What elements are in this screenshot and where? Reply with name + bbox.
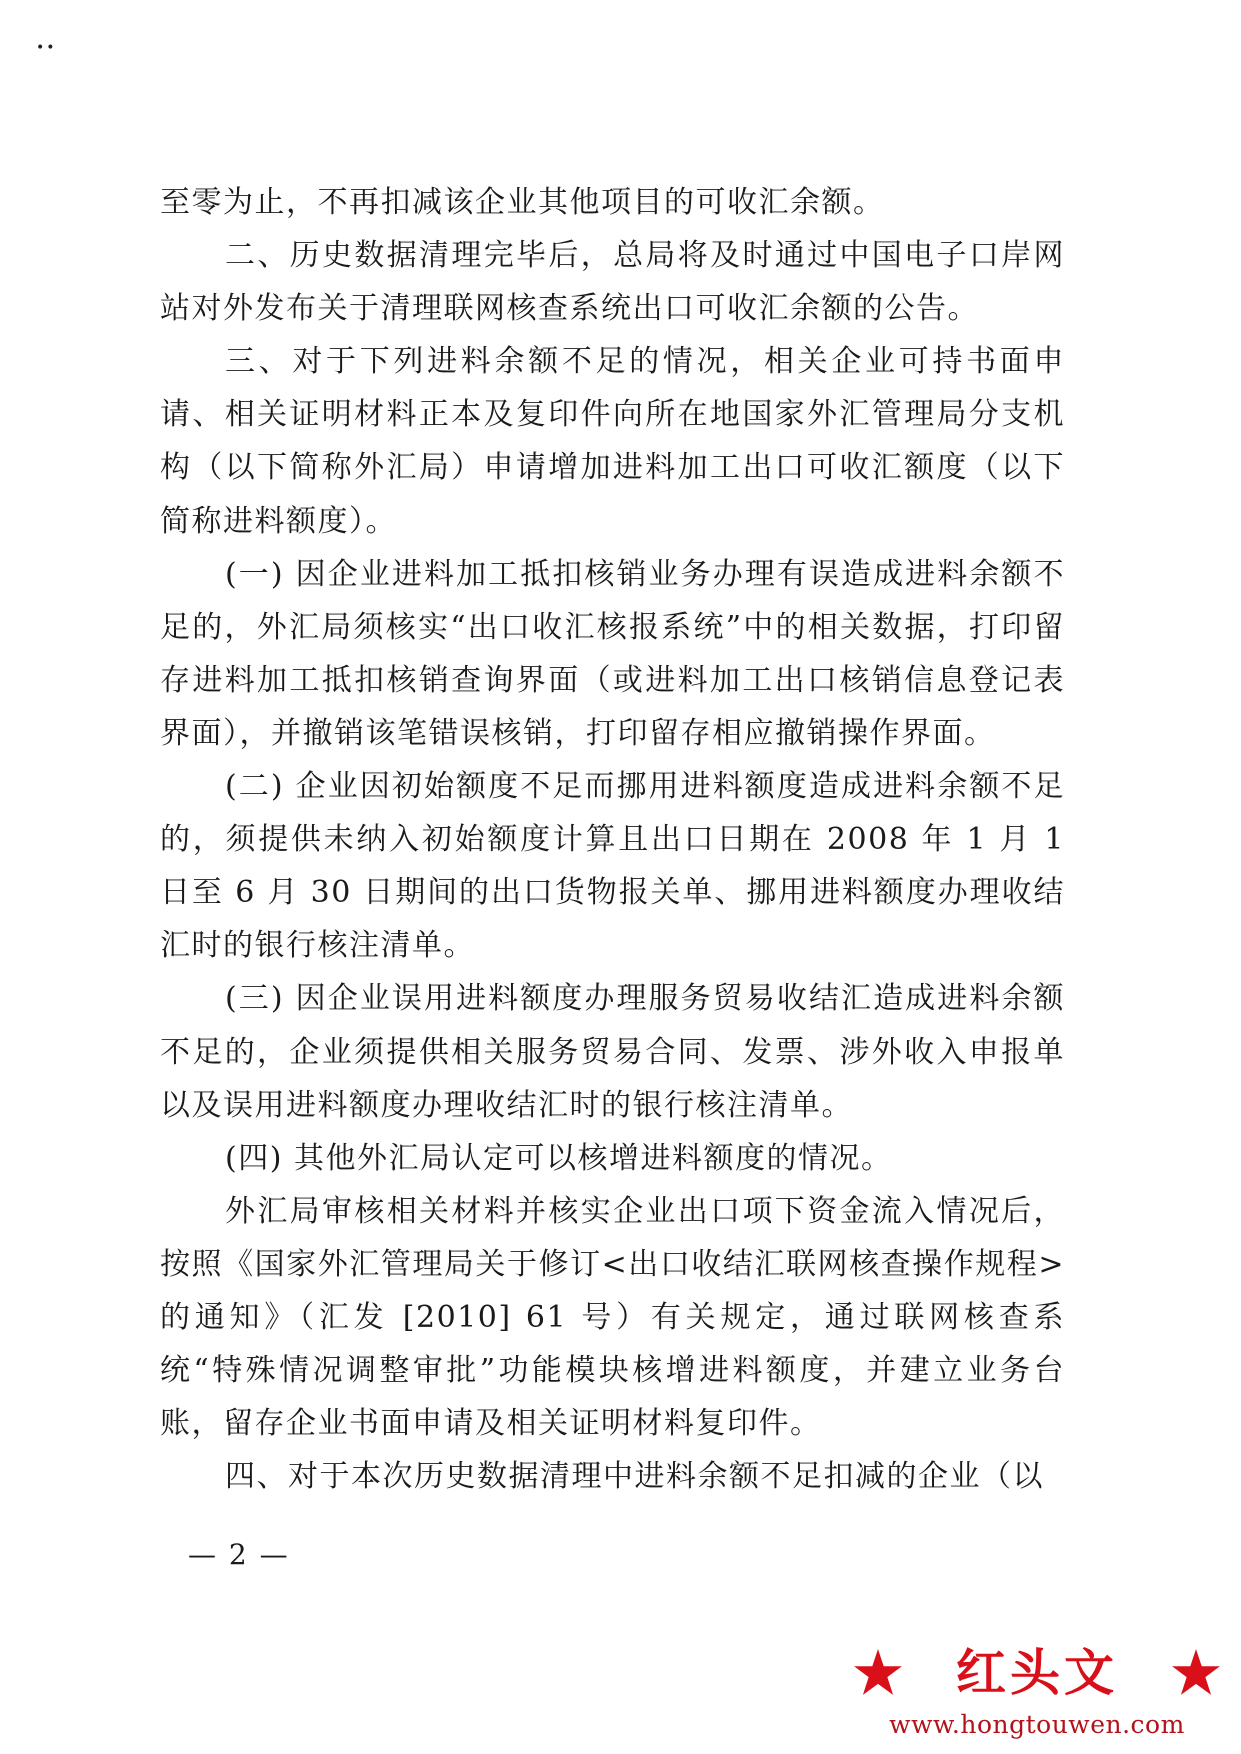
watermark-title-row (852, 1642, 1222, 1704)
paragraph-subitem-one: (一) 因企业进料加工抵扣核销业务办理有误造成进料余额不足的，外汇局须核实“出口收汇核报系统”中的相关数据，打印留存进料加工抵扣核销查询界面（或进料加工出口核销信息登记表界面），并撤销该笔错误核销，打印留存相应撤销操作界面。 (160, 556, 1065, 751)
document-body (160, 176, 1065, 1503)
paragraph-item-two: 二、历史数据清理完毕后，总局将及时通过中国电子口岸网站对外发布关于清理联网核查系统出口可收汇余额的公告。 (160, 238, 1065, 327)
watermark-url: www.hongtouwen.com (889, 1710, 1185, 1739)
paragraph-continuation: 至零为止，不再扣减该企业其他项目的可收汇余额。 (160, 185, 885, 220)
paragraph-subitem-three: (三) 因企业误用进料额度办理服务贸易收结汇造成进料余额不足的，企业须提供相关服务贸易合同、发票、涉外收入申报单以及误用进料额度办理收结汇时的银行核注清单。 (160, 981, 1065, 1123)
paragraph-subitem-four: (四) 其他外汇局认定可以核增进料额度的情况。 (225, 1140, 893, 1176)
watermark-title: 红头文 (956, 1644, 1118, 1702)
watermark-logo (852, 1642, 1222, 1742)
paragraph-item-three: 三、对于下列进料余额不足的情况，相关企业可持书面申请、相关证明材料正本及复印件向所在地国家外汇管理局分支机构（以下简称外汇局）申请增加进料加工出口可收汇额度（以下简称进料额度）。 (160, 344, 1065, 539)
paragraph-subitem-two: (二) 企业因初始额度不足而挪用进料额度造成进料余额不足的，须提供未纳入初始额度计算且出口日期在 2008 年 1 月 1 日至 6 月 30 日期间的出口货物报关单、挪用进料额度办理收结汇时的银行核注清单。 (160, 769, 1065, 964)
paragraph-item-four: 四、对于本次历史数据清理中进料余额不足扣减的企业（以 (225, 1459, 1044, 1495)
scan-mark: •• (36, 40, 57, 56)
star-icon (852, 1647, 904, 1699)
star-icon (1170, 1647, 1222, 1699)
paragraph-review-procedure: 外汇局审核相关材料并核实企业出口项下资金流入情况后，按照《国家外汇管理局关于修订<出口收结汇联网核查操作规程>的通知》（汇发 [2010] 61 号）有关规定，通过联网核查系统“特殊情况调整审批”功能模块核增进料额度，并建立业务台账，留存企业书面申请及相关证明材料复印件。 (160, 1193, 1065, 1442)
page-number: — 2 — (188, 1538, 290, 1571)
